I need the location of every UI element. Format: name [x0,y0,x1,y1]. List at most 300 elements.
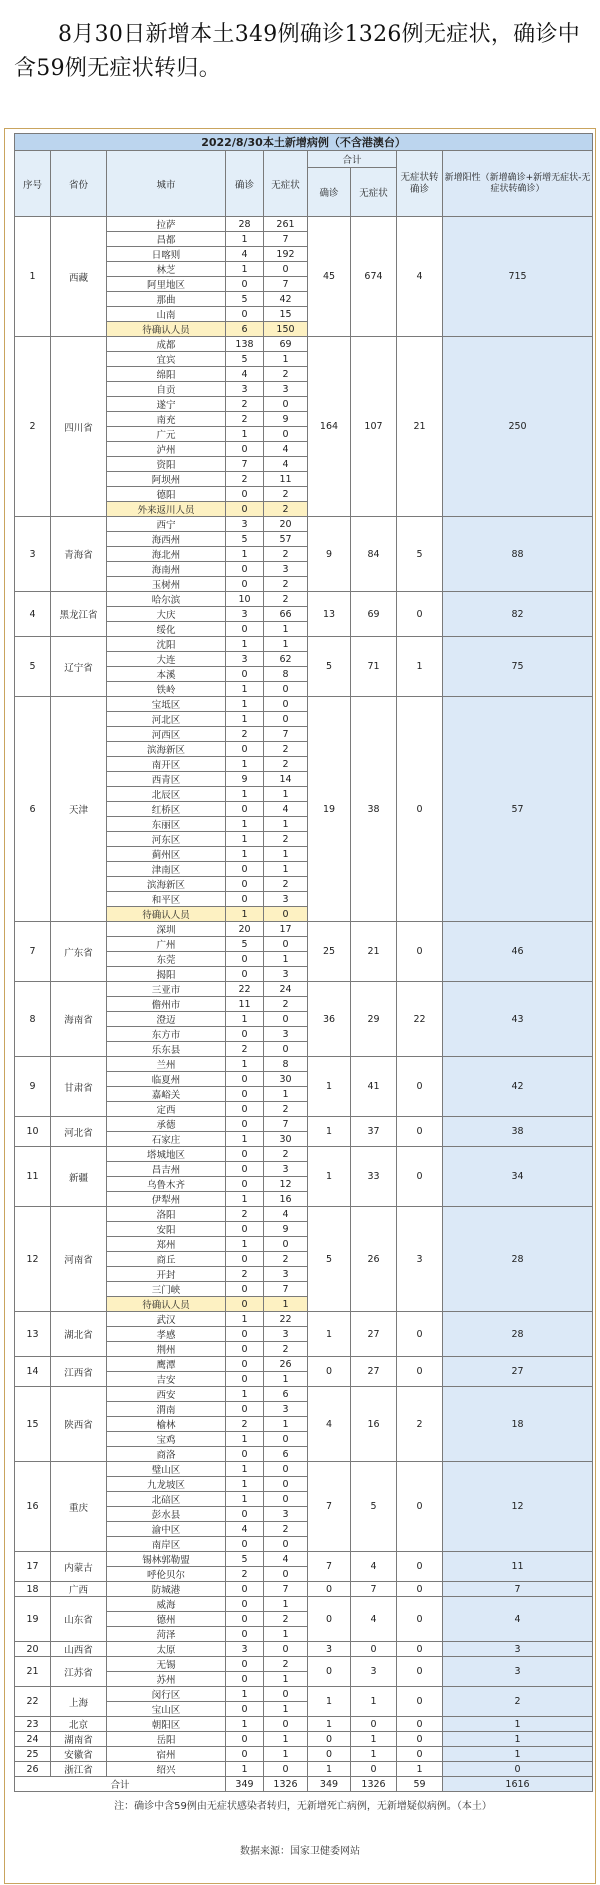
confirmed-cell: 2 [226,727,264,742]
city-cell: 海南州 [107,562,226,577]
confirmed-cell: 0 [226,277,264,292]
city-cell: 绍兴 [107,1762,226,1777]
converted-cell: 0 [397,922,443,982]
converted-cell: 0 [397,1147,443,1207]
city-cell: 威海 [107,1597,226,1612]
seq-cell: 14 [15,1357,51,1387]
city-cell: 本溪 [107,667,226,682]
confirmed-cell: 3 [226,517,264,532]
subtotal-asymptomatic-cell: 1 [351,1747,397,1762]
city-cell: 三亚市 [107,982,226,997]
seq-cell: 20 [15,1642,51,1657]
city-cell: 东方市 [107,1027,226,1042]
city-cell: 深圳 [107,922,226,937]
city-cell: 哈尔滨 [107,592,226,607]
city-cell: 宝鸡 [107,1432,226,1447]
converted-cell: 0 [397,1462,443,1552]
header-confirmed: 确诊 [226,151,264,217]
converted-cell: 0 [397,1717,443,1732]
headline: 8月30日新增本土349例确诊1326例无症状，确诊中含59例无症状转归。 [14,22,581,81]
new-positive-cell: 11 [443,1552,593,1582]
city-cell: 海西州 [107,532,226,547]
seq-cell: 19 [15,1597,51,1642]
confirmed-cell: 1 [226,1477,264,1492]
city-cell: 大连 [107,652,226,667]
confirmed-cell: 1 [226,1132,264,1147]
asymptomatic-cell: 30 [264,1132,308,1147]
seq-cell: 16 [15,1462,51,1552]
city-cell: 无锡 [107,1657,226,1672]
confirmed-cell: 1 [226,757,264,772]
asymptomatic-cell: 3 [264,1402,308,1417]
new-positive-cell: 28 [443,1207,593,1312]
asymptomatic-cell: 0 [264,1492,308,1507]
city-cell: 伊犁州 [107,1192,226,1207]
city-cell: 安阳 [107,1222,226,1237]
confirmed-cell: 3 [226,1642,264,1657]
confirmed-cell: 7 [226,457,264,472]
province-cell: 湖南省 [51,1732,107,1747]
table-row [15,1147,593,1162]
asymptomatic-cell: 30 [264,1072,308,1087]
subtotal-confirmed-cell: 36 [308,982,351,1057]
city-cell: 玉树州 [107,577,226,592]
subtotal-asymptomatic-cell: 71 [351,637,397,697]
new-positive-cell: 38 [443,1117,593,1147]
subtotal-confirmed-cell: 13 [308,592,351,637]
confirmed-cell: 0 [226,502,264,517]
asymptomatic-cell: 1 [264,1597,308,1612]
total-sub-asymptomatic-cell: 1326 [351,1777,397,1792]
confirmed-cell: 1 [226,907,264,922]
city-cell: 塔城地区 [107,1147,226,1162]
confirmed-cell: 0 [226,1102,264,1117]
new-positive-cell: 46 [443,922,593,982]
converted-cell: 0 [397,1597,443,1642]
new-positive-cell: 3 [443,1657,593,1687]
asymptomatic-cell: 1 [264,787,308,802]
asymptomatic-cell: 0 [264,1477,308,1492]
city-cell: 泸州 [107,442,226,457]
city-cell: 德州 [107,1612,226,1627]
asymptomatic-cell: 3 [264,562,308,577]
confirmed-cell: 1 [226,232,264,247]
asymptomatic-cell: 7 [264,277,308,292]
table-row [15,1387,593,1402]
asymptomatic-cell: 69 [264,337,308,352]
city-cell: 铁岭 [107,682,226,697]
header-province: 省份 [51,151,107,217]
confirmed-cell: 1 [226,1717,264,1732]
asymptomatic-cell: 2 [264,1657,308,1672]
subtotal-confirmed-cell: 0 [308,1582,351,1597]
subtotal-asymptomatic-cell: 21 [351,922,397,982]
province-cell: 青海省 [51,517,107,592]
confirmed-cell: 138 [226,337,264,352]
city-cell: 洛阳 [107,1207,226,1222]
converted-cell: 0 [397,1732,443,1747]
city-cell: 朝阳区 [107,1717,226,1732]
asymptomatic-cell: 8 [264,667,308,682]
total-new-positive-cell: 1616 [443,1777,593,1792]
confirmed-cell: 2 [226,1567,264,1582]
asymptomatic-cell: 6 [264,1387,308,1402]
confirmed-cell: 22 [226,982,264,997]
city-cell: 广元 [107,427,226,442]
confirmed-cell: 0 [226,1072,264,1087]
asymptomatic-cell: 57 [264,532,308,547]
city-cell: 兰州 [107,1057,226,1072]
seq-cell: 3 [15,517,51,592]
subtotal-confirmed-cell: 45 [308,217,351,337]
header-sub-asymptomatic: 无症状 [351,168,397,217]
asymptomatic-cell: 0 [264,937,308,952]
subtotal-asymptomatic-cell: 84 [351,517,397,592]
new-positive-cell: 250 [443,337,593,517]
city-cell: 西宁 [107,517,226,532]
city-cell: 闵行区 [107,1687,226,1702]
city-cell: 宿州 [107,1747,226,1762]
asymptomatic-cell: 150 [264,322,308,337]
city-cell: 承德 [107,1117,226,1132]
confirmed-cell: 0 [226,442,264,457]
city-cell: 日喀则 [107,247,226,262]
asymptomatic-cell: 24 [264,982,308,997]
confirmed-cell: 0 [226,1177,264,1192]
confirmed-cell: 0 [226,1582,264,1597]
city-cell: 荆州 [107,1342,226,1357]
new-positive-cell: 4 [443,1597,593,1642]
subtotal-confirmed-cell: 1 [308,1147,351,1207]
converted-cell: 0 [397,1057,443,1117]
confirmed-cell: 0 [226,1342,264,1357]
province-cell: 海南省 [51,982,107,1057]
header-city: 城市 [107,151,226,217]
new-positive-cell: 27 [443,1357,593,1387]
seq-cell: 1 [15,217,51,337]
asymptomatic-cell: 0 [264,1762,308,1777]
new-positive-cell: 715 [443,217,593,337]
asymptomatic-cell: 1 [264,847,308,862]
confirmed-cell: 0 [226,1282,264,1297]
confirmed-cell: 0 [226,1327,264,1342]
asymptomatic-cell: 1 [264,637,308,652]
city-cell: 郑州 [107,1237,226,1252]
asymptomatic-cell: 14 [264,772,308,787]
asymptomatic-cell: 3 [264,1162,308,1177]
converted-cell: 0 [397,1642,443,1657]
converted-cell: 2 [397,1387,443,1462]
asymptomatic-cell: 2 [264,832,308,847]
asymptomatic-cell: 3 [264,1027,308,1042]
asymptomatic-cell: 8 [264,1057,308,1072]
confirmed-cell: 1 [226,1312,264,1327]
confirmed-cell: 4 [226,1522,264,1537]
confirmed-cell: 0 [226,1612,264,1627]
asymptomatic-cell: 2 [264,1342,308,1357]
converted-cell: 0 [397,697,443,922]
asymptomatic-cell: 1 [264,817,308,832]
asymptomatic-cell: 3 [264,382,308,397]
asymptomatic-cell: 7 [264,1582,308,1597]
asymptomatic-cell: 0 [264,907,308,922]
subtotal-asymptomatic-cell: 4 [351,1597,397,1642]
confirmed-cell: 0 [226,1447,264,1462]
table-row [15,1642,593,1657]
city-cell: 资阳 [107,457,226,472]
province-cell: 江西省 [51,1357,107,1387]
table-row [15,517,593,532]
confirmed-cell: 0 [226,1027,264,1042]
city-cell: 河东区 [107,832,226,847]
city-cell: 呼伦贝尔 [107,1567,226,1582]
subtotal-asymptomatic-cell: 37 [351,1117,397,1147]
city-cell: 商丘 [107,1252,226,1267]
confirmed-cell: 0 [226,487,264,502]
total-converted-cell: 59 [397,1777,443,1792]
seq-cell: 8 [15,982,51,1057]
asymptomatic-cell: 2 [264,592,308,607]
subtotal-asymptomatic-cell: 16 [351,1387,397,1462]
asymptomatic-cell: 7 [264,1117,308,1132]
city-cell: 南开区 [107,757,226,772]
asymptomatic-cell: 2 [264,1252,308,1267]
subtotal-confirmed-cell: 7 [308,1462,351,1552]
new-positive-cell: 0 [443,1762,593,1777]
city-cell: 绥化 [107,622,226,637]
asymptomatic-cell: 9 [264,412,308,427]
confirmed-cell: 0 [226,1732,264,1747]
total-asymptomatic-cell: 1326 [264,1777,308,1792]
confirmed-cell: 1 [226,1387,264,1402]
converted-cell: 0 [397,1117,443,1147]
asymptomatic-cell: 2 [264,577,308,592]
asymptomatic-cell: 4 [264,457,308,472]
city-cell: 岳阳 [107,1732,226,1747]
confirmed-cell: 1 [226,427,264,442]
city-cell: 阿里地区 [107,277,226,292]
confirmed-cell: 4 [226,247,264,262]
asymptomatic-cell: 12 [264,1177,308,1192]
seq-cell: 22 [15,1687,51,1717]
confirmed-cell: 1 [226,1012,264,1027]
asymptomatic-cell: 2 [264,1102,308,1117]
asymptomatic-cell: 2 [264,877,308,892]
city-cell: 榆林 [107,1417,226,1432]
subtotal-confirmed-cell: 1 [308,1717,351,1732]
asymptomatic-cell: 1 [264,1372,308,1387]
subtotal-confirmed-cell: 1 [308,1117,351,1147]
confirmed-cell: 0 [226,802,264,817]
asymptomatic-cell: 0 [264,682,308,697]
table-row [15,1462,593,1477]
city-cell: 成都 [107,337,226,352]
city-cell: 菏泽 [107,1627,226,1642]
confirmed-cell: 28 [226,217,264,232]
converted-cell: 0 [397,1582,443,1597]
confirmed-cell: 0 [226,1507,264,1522]
city-cell: 红桥区 [107,802,226,817]
new-positive-cell: 42 [443,1057,593,1117]
province-cell: 江苏省 [51,1657,107,1687]
subtotal-asymptomatic-cell: 1 [351,1687,397,1717]
subtotal-asymptomatic-cell: 38 [351,697,397,922]
confirmed-cell: 0 [226,1597,264,1612]
asymptomatic-cell: 0 [264,262,308,277]
province-cell: 广东省 [51,922,107,982]
confirmed-cell: 9 [226,772,264,787]
table-title: 2022/8/30本土新增病例（不含港澳台） [15,134,593,151]
total-sub-confirmed-cell: 349 [308,1777,351,1792]
subtotal-asymptomatic-cell: 29 [351,982,397,1057]
confirmed-cell: 2 [226,1042,264,1057]
city-cell: 北辰区 [107,787,226,802]
confirmed-cell: 0 [226,562,264,577]
city-cell: 林芝 [107,262,226,277]
table-row [15,1582,593,1597]
city-cell: 待确认人员 [107,1297,226,1312]
city-cell: 津南区 [107,862,226,877]
seq-cell: 10 [15,1117,51,1147]
confirmed-cell: 5 [226,292,264,307]
province-cell: 安徽省 [51,1747,107,1762]
asymptomatic-cell: 2 [264,502,308,517]
confirmed-cell: 0 [226,622,264,637]
subtotal-asymptomatic-cell: 41 [351,1057,397,1117]
seq-cell: 11 [15,1147,51,1207]
asymptomatic-cell: 1 [264,1747,308,1762]
city-cell: 外来返川人员 [107,502,226,517]
city-cell: 西青区 [107,772,226,787]
confirmed-cell: 0 [226,1702,264,1717]
asymptomatic-cell: 0 [264,1432,308,1447]
confirmed-cell: 2 [226,412,264,427]
confirmed-cell: 0 [226,862,264,877]
city-cell: 西安 [107,1387,226,1402]
subtotal-asymptomatic-cell: 0 [351,1762,397,1777]
subtotal-asymptomatic-cell: 33 [351,1147,397,1207]
confirmed-cell: 0 [226,1357,264,1372]
confirmed-cell: 1 [226,1762,264,1777]
confirmed-cell: 0 [226,1252,264,1267]
seq-cell: 18 [15,1582,51,1597]
asymptomatic-cell: 1 [264,1732,308,1747]
city-cell: 定西 [107,1102,226,1117]
confirmed-cell: 1 [226,1462,264,1477]
province-cell: 内蒙古 [51,1552,107,1582]
asymptomatic-cell: 7 [264,727,308,742]
city-cell: 儋州市 [107,997,226,1012]
new-positive-cell: 18 [443,1387,593,1462]
converted-cell: 22 [397,982,443,1057]
city-cell: 太原 [107,1642,226,1657]
asymptomatic-cell: 3 [264,1327,308,1342]
asymptomatic-cell: 3 [264,967,308,982]
city-cell: 昌都 [107,232,226,247]
province-cell: 河北省 [51,1117,107,1147]
city-cell: 苏州 [107,1672,226,1687]
asymptomatic-cell: 2 [264,1147,308,1162]
asymptomatic-cell: 0 [264,1012,308,1027]
city-cell: 乐东县 [107,1042,226,1057]
city-cell: 河西区 [107,727,226,742]
city-cell: 滨海新区 [107,877,226,892]
asymptomatic-cell: 4 [264,802,308,817]
table-row [15,922,593,937]
confirmed-cell: 0 [226,952,264,967]
city-cell: 广州 [107,937,226,952]
asymptomatic-cell: 0 [264,697,308,712]
city-cell: 昌吉州 [107,1162,226,1177]
city-cell: 大庆 [107,607,226,622]
confirmed-cell: 1 [226,547,264,562]
province-cell: 山西省 [51,1642,107,1657]
total-row [15,1777,593,1792]
asymptomatic-cell: 2 [264,757,308,772]
province-cell: 河南省 [51,1207,107,1312]
asymptomatic-cell: 2 [264,997,308,1012]
confirmed-cell: 0 [226,1627,264,1642]
asymptomatic-cell: 2 [264,742,308,757]
new-positive-cell: 1 [443,1732,593,1747]
asymptomatic-cell: 0 [264,1237,308,1252]
total-label: 合计 [15,1777,226,1792]
confirmed-cell: 3 [226,652,264,667]
city-cell: 遂宁 [107,397,226,412]
subtotal-confirmed-cell: 1 [308,1057,351,1117]
asymptomatic-cell: 2 [264,367,308,382]
table-row [15,1747,593,1762]
city-cell: 待确认人员 [107,907,226,922]
asymptomatic-cell: 66 [264,607,308,622]
converted-cell: 5 [397,517,443,592]
asymptomatic-cell: 1 [264,1627,308,1642]
confirmed-cell: 1 [226,1432,264,1447]
asymptomatic-cell: 1 [264,622,308,637]
province-cell: 天津 [51,697,107,922]
table-row [15,1552,593,1567]
header-asymptomatic: 无症状 [264,151,308,217]
asymptomatic-cell: 62 [264,652,308,667]
seq-cell: 21 [15,1657,51,1687]
header-sub-confirmed: 确诊 [308,168,351,217]
city-cell: 锡林郭勒盟 [107,1552,226,1567]
converted-cell: 0 [397,1357,443,1387]
asymptomatic-cell: 1 [264,1417,308,1432]
asymptomatic-cell: 261 [264,217,308,232]
confirmed-cell: 0 [226,967,264,982]
city-cell: 彭水县 [107,1507,226,1522]
new-positive-cell: 57 [443,697,593,922]
city-cell: 拉萨 [107,217,226,232]
table-row [15,1357,593,1372]
seq-cell: 24 [15,1732,51,1747]
confirmed-cell: 1 [226,712,264,727]
new-positive-cell: 1 [443,1747,593,1762]
confirmed-cell: 1 [226,787,264,802]
province-cell: 辽宁省 [51,637,107,697]
city-cell: 吉安 [107,1372,226,1387]
asymptomatic-cell: 0 [264,397,308,412]
confirmed-cell: 0 [226,1222,264,1237]
subtotal-asymptomatic-cell: 0 [351,1717,397,1732]
confirmed-cell: 5 [226,1552,264,1567]
city-cell: 防城港 [107,1582,226,1597]
seq-cell: 7 [15,922,51,982]
confirmed-cell: 1 [226,1057,264,1072]
asymptomatic-cell: 0 [264,1717,308,1732]
province-cell: 西藏 [51,217,107,337]
